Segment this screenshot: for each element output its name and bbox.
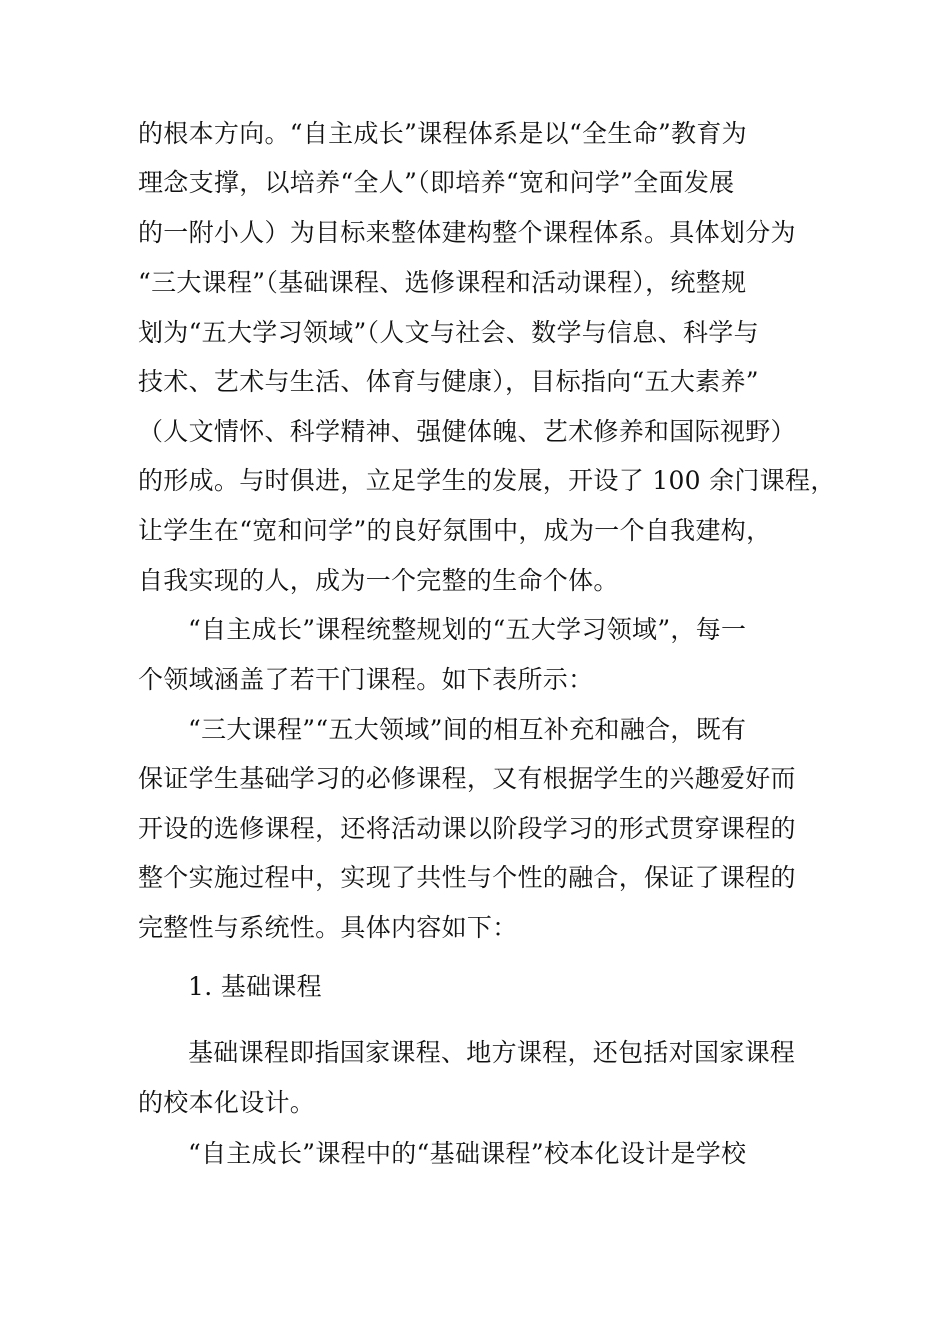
text-line: 的校本化设计。: [138, 1088, 316, 1117]
text-line: 理念支撑，以培养“全人”（即培养“宽和问学”全面发展: [138, 168, 735, 197]
paragraph-start: “自主成长”课程中的“基础课程”校本化设计是学校: [188, 1139, 747, 1168]
paragraph-start: 基础课程即指国家课程、地方课程，还包括对国家课程: [188, 1038, 796, 1067]
text-line: 个领域涵盖了若干门课程。如下表所示：: [138, 665, 594, 694]
text-line: 完整性与系统性。具体内容如下：: [138, 913, 518, 942]
text-line: 让学生在“宽和问学”的良好氛围中，成为一个自我建构，: [138, 516, 772, 545]
text-line: 的一附小人）为目标来整体建构整个课程体系。具体划分为: [138, 218, 796, 247]
text-line: “三大课程”（基础课程、选修课程和活动课程），统整规: [138, 268, 747, 297]
section-heading: 1. 基础课程: [188, 972, 322, 1001]
text-line: 保证学生基础学习的必修课程，又有根据学生的兴趣爱好而: [138, 764, 796, 793]
text-line: 划为“五大学习领域”（人文与社会、数学与信息、科学与: [138, 318, 759, 347]
paragraph-start: “自主成长”课程统整规划的“五大学习领域”，每一: [188, 615, 747, 644]
text-line: 自我实现的人，成为一个完整的生命个体。: [138, 566, 619, 595]
text-line: 整个实施过程中，实现了共性与个性的融合，保证了课程的: [138, 863, 796, 892]
text-line: （人文情怀、科学精神、强健体魄、艺术修养和国际视野）: [138, 417, 796, 446]
paragraph-start: “三大课程”“五大领域”间的相互补充和融合，既有: [188, 715, 747, 744]
text-line: 技术、艺术与生活、体育与健康），目标指向“五大素养”: [138, 367, 759, 396]
text-line: 开设的选修课程，还将活动课以阶段学习的形式贯穿课程的: [138, 814, 796, 843]
text-line: 的根本方向。“自主成长”课程体系是以“全生命”教育为: [138, 119, 747, 148]
text-line: 的形成。与时俱进，立足学生的发展，开设了 100 余门课程，: [138, 466, 836, 495]
